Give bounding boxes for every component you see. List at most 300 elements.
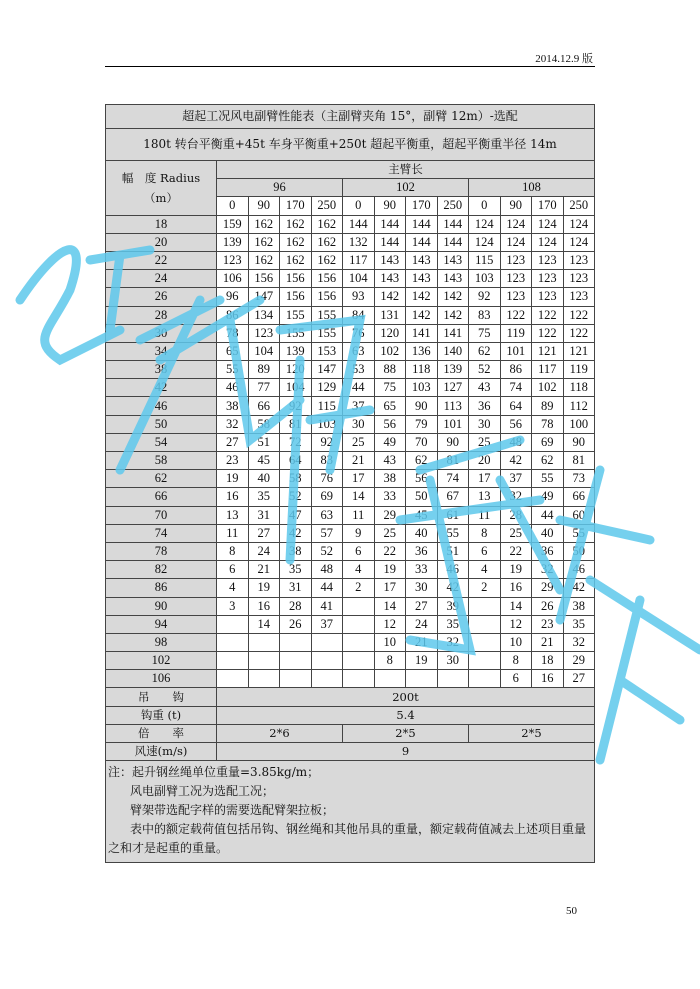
load-cell: 6 (343, 542, 375, 560)
load-cell: 103 (406, 379, 438, 397)
load-cell: 106 (217, 270, 249, 288)
load-cell: 66 (563, 488, 595, 506)
note: 臂架带选配字样的需要选配臂架拉板； (130, 803, 335, 818)
load-cell: 81 (437, 452, 469, 470)
load-cell (280, 670, 312, 688)
load-cell: 20 (469, 452, 501, 470)
load-cell: 14 (500, 597, 532, 615)
load-cell: 31 (248, 506, 280, 524)
load-cell: 58 (280, 470, 312, 488)
load-cell: 89 (248, 361, 280, 379)
load-cell: 32 (532, 561, 564, 579)
load-cell: 81 (280, 415, 312, 433)
load-cell: 31 (280, 579, 312, 597)
load-cell: 142 (406, 288, 438, 306)
load-cell: 65 (374, 397, 406, 415)
load-cell: 90 (437, 433, 469, 451)
load-cell: 144 (406, 215, 438, 233)
load-cell: 121 (532, 342, 564, 360)
boom-length-108: 108 (469, 179, 595, 197)
radius-cell: 70 (106, 506, 217, 524)
load-cell: 55 (563, 524, 595, 542)
load-cell: 143 (406, 270, 438, 288)
load-cell: 18 (532, 652, 564, 670)
load-cell: 65 (217, 342, 249, 360)
reeving-value: 2*5 (469, 724, 595, 742)
table-row (106, 470, 595, 488)
load-cell: 58 (248, 415, 280, 433)
table-row (106, 561, 595, 579)
radius-cell: 38 (106, 361, 217, 379)
load-cell: 155 (280, 306, 312, 324)
load-cell: 32 (217, 415, 249, 433)
load-cell: 103 (469, 270, 501, 288)
reeving-value: 2*6 (217, 724, 343, 742)
load-cell: 79 (406, 415, 438, 433)
load-cell: 93 (343, 288, 375, 306)
radius-cell: 86 (106, 579, 217, 597)
table-row (106, 251, 595, 269)
load-cell: 147 (248, 288, 280, 306)
load-cell: 123 (248, 324, 280, 342)
header-row-boom (106, 161, 595, 179)
load-cell: 155 (311, 306, 343, 324)
table-row (106, 652, 595, 670)
load-cell (280, 633, 312, 651)
load-cell: 21 (343, 452, 375, 470)
load-cell: 8 (374, 652, 406, 670)
load-cell (311, 670, 343, 688)
load-cell: 140 (437, 342, 469, 360)
load-cell: 36 (406, 542, 438, 560)
load-cell: 64 (500, 397, 532, 415)
load-cell: 42 (563, 579, 595, 597)
load-cell: 142 (437, 288, 469, 306)
boom-length-header: 主臂长 (217, 161, 595, 179)
load-cell: 84 (343, 306, 375, 324)
table-row (106, 433, 595, 451)
load-cell: 39 (437, 597, 469, 615)
load-cell: 62 (406, 452, 438, 470)
load-cell: 23 (217, 452, 249, 470)
table-row (106, 233, 595, 251)
load-cell: 69 (532, 433, 564, 451)
radius-cell: 34 (106, 342, 217, 360)
load-cell: 55 (532, 470, 564, 488)
load-cell: 162 (248, 233, 280, 251)
hook-row (106, 688, 595, 706)
load-cell: 21 (248, 561, 280, 579)
table-row (106, 524, 595, 542)
load-cell: 89 (532, 397, 564, 415)
load-cell: 112 (563, 397, 595, 415)
load-cell: 64 (280, 452, 312, 470)
load-cell: 37 (311, 615, 343, 633)
load-cell (374, 670, 406, 688)
load-cell: 153 (311, 342, 343, 360)
load-cell (343, 615, 375, 633)
table-row (106, 615, 595, 633)
load-cell: 9 (343, 524, 375, 542)
table-subtitle: 180t 转台平衡重+45t 车身平衡重+250t 超起平衡重，超起平衡重半径 14m (106, 129, 595, 161)
load-cell: 124 (469, 233, 501, 251)
load-cell: 115 (311, 397, 343, 415)
load-cell: 2 (343, 579, 375, 597)
load-cell: 22 (500, 542, 532, 560)
load-cell: 8 (217, 542, 249, 560)
load-cell: 26 (532, 597, 564, 615)
wind-speed-value: 9 (217, 743, 595, 761)
table-row (106, 415, 595, 433)
load-cell: 72 (280, 433, 312, 451)
load-cell (311, 633, 343, 651)
load-cell: 10 (374, 633, 406, 651)
hook-weight-label: 钩重 (t) (106, 706, 217, 724)
load-cell: 23 (532, 615, 564, 633)
load-cell: 17 (374, 579, 406, 597)
load-cell: 38 (280, 542, 312, 560)
load-cell: 162 (280, 233, 312, 251)
load-cell: 76 (343, 324, 375, 342)
load-cell: 156 (311, 270, 343, 288)
load-cell: 11 (343, 506, 375, 524)
load-cell: 124 (500, 215, 532, 233)
load-cell: 21 (406, 633, 438, 651)
load-cell (311, 652, 343, 670)
load-cell: 62 (469, 342, 501, 360)
reeving-value: 2*5 (343, 724, 469, 742)
load-cell: 44 (343, 379, 375, 397)
radius-cell: 20 (106, 233, 217, 251)
radius-cell: 94 (106, 615, 217, 633)
load-cell: 57 (311, 524, 343, 542)
radius-cell: 30 (106, 324, 217, 342)
load-cell: 43 (469, 379, 501, 397)
boom-length-96: 96 (217, 179, 343, 197)
load-cell: 127 (437, 379, 469, 397)
load-cell: 142 (406, 306, 438, 324)
load-cell: 32 (500, 488, 532, 506)
load-cell: 52 (311, 542, 343, 560)
reeving-label: 倍 率 (106, 724, 217, 742)
load-cell: 19 (500, 561, 532, 579)
load-cell: 6 (500, 670, 532, 688)
table-row (106, 270, 595, 288)
hook-label: 吊 钩 (106, 688, 217, 706)
load-cell: 21 (532, 633, 564, 651)
load-cell: 19 (217, 470, 249, 488)
load-cell: 47 (280, 506, 312, 524)
load-cell: 117 (343, 251, 375, 269)
table-row (106, 506, 595, 524)
load-cell: 24 (248, 542, 280, 560)
load-cell: 162 (311, 215, 343, 233)
load-cell: 100 (563, 415, 595, 433)
load-cell: 56 (500, 415, 532, 433)
load-cell: 16 (532, 670, 564, 688)
load-cell: 4 (343, 561, 375, 579)
load-cell: 101 (437, 415, 469, 433)
load-cell: 14 (343, 488, 375, 506)
notes (106, 761, 595, 863)
table-row (106, 397, 595, 415)
note: 风电副臂工况为选配工况； (130, 784, 275, 799)
load-cell: 124 (532, 233, 564, 251)
edition-date: 2014.12.9 版 (535, 53, 593, 65)
note: 注：起升钢丝绳单位重量=3.85kg/m； (108, 765, 320, 780)
wind-speed-row (106, 743, 595, 761)
radius-cell: 18 (106, 215, 217, 233)
load-cell: 11 (217, 524, 249, 542)
load-cell: 30 (469, 415, 501, 433)
load-cell: 122 (563, 306, 595, 324)
load-cell: 70 (406, 433, 438, 451)
load-cell: 120 (280, 361, 312, 379)
counterweight-header: 0 (217, 197, 249, 215)
load-cell: 6 (217, 561, 249, 579)
load-cell: 139 (280, 342, 312, 360)
load-cell: 10 (500, 633, 532, 651)
boom-length-102: 102 (343, 179, 469, 197)
load-cell (248, 670, 280, 688)
load-cell: 90 (406, 397, 438, 415)
hook-value: 200t (217, 688, 595, 706)
load-cell: 40 (406, 524, 438, 542)
load-cell: 62 (532, 452, 564, 470)
load-cell (469, 633, 501, 651)
counterweight-header: 90 (500, 197, 532, 215)
load-cell: 56 (374, 415, 406, 433)
load-cell: 124 (532, 215, 564, 233)
load-cell: 162 (248, 251, 280, 269)
load-cell: 24 (406, 615, 438, 633)
load-cell: 155 (311, 324, 343, 342)
load-cell: 139 (437, 361, 469, 379)
load-cell: 30 (437, 652, 469, 670)
load-cell: 52 (469, 361, 501, 379)
load-cell: 28 (280, 597, 312, 615)
load-cell: 27 (248, 524, 280, 542)
load-cell: 12 (374, 615, 406, 633)
table-row (106, 670, 595, 688)
load-cell: 32 (563, 633, 595, 651)
counterweight-header: 0 (343, 197, 375, 215)
load-cell: 104 (248, 342, 280, 360)
load-cell: 113 (437, 397, 469, 415)
load-cell: 66 (248, 397, 280, 415)
load-cell: 124 (563, 233, 595, 251)
load-cell (343, 670, 375, 688)
radius-cell: 78 (106, 542, 217, 560)
load-cell: 45 (406, 506, 438, 524)
radius-cell: 46 (106, 397, 217, 415)
load-cell: 46 (563, 561, 595, 579)
load-cell: 78 (217, 324, 249, 342)
load-cell: 29 (532, 579, 564, 597)
load-cell: 44 (532, 506, 564, 524)
load-cell: 139 (217, 233, 249, 251)
load-cell: 156 (311, 288, 343, 306)
load-cell: 45 (248, 452, 280, 470)
load-cell: 132 (343, 233, 375, 251)
header-rule (105, 66, 595, 67)
load-cell (343, 597, 375, 615)
load-cell: 38 (374, 470, 406, 488)
counterweight-header: 170 (532, 197, 564, 215)
load-cell: 44 (311, 579, 343, 597)
load-cell: 162 (248, 215, 280, 233)
note: 表中的额定载荷值包括吊钩、钢丝绳和其他吊具的重量，额定载荷值减去上述项目重量之和才是起重的重量。 (108, 822, 587, 856)
load-cell: 40 (532, 524, 564, 542)
load-cell: 16 (248, 597, 280, 615)
load-cell: 131 (374, 306, 406, 324)
load-cell: 35 (280, 561, 312, 579)
load-cell: 29 (374, 506, 406, 524)
load-cell (469, 670, 501, 688)
load-cell: 119 (563, 361, 595, 379)
load-cell: 142 (437, 306, 469, 324)
notes-row (106, 761, 595, 863)
counterweight-header: 90 (248, 197, 280, 215)
load-cell: 49 (532, 488, 564, 506)
table-row (106, 452, 595, 470)
load-cell (217, 670, 249, 688)
counterweight-header: 250 (437, 197, 469, 215)
load-cell: 12 (500, 615, 532, 633)
load-cell: 119 (500, 324, 532, 342)
load-cell: 92 (311, 433, 343, 451)
load-cell: 101 (500, 342, 532, 360)
load-cell (217, 633, 249, 651)
load-cell (469, 652, 501, 670)
load-cell: 17 (343, 470, 375, 488)
table-title-row (106, 105, 595, 129)
load-cell: 17 (469, 470, 501, 488)
load-cell: 26 (280, 615, 312, 633)
load-cell (248, 652, 280, 670)
load-cell: 143 (374, 270, 406, 288)
load-cell: 162 (280, 215, 312, 233)
load-cell: 28 (500, 506, 532, 524)
load-cell: 30 (406, 579, 438, 597)
radius-cell: 90 (106, 597, 217, 615)
load-cell: 117 (532, 361, 564, 379)
load-cell: 50 (563, 542, 595, 560)
table-row (106, 597, 595, 615)
load-cell: 27 (563, 670, 595, 688)
load-cell: 63 (343, 342, 375, 360)
load-cell: 123 (563, 288, 595, 306)
table-row (106, 215, 595, 233)
load-cell: 69 (311, 488, 343, 506)
load-cell: 120 (374, 324, 406, 342)
table-row (106, 288, 595, 306)
load-cell: 123 (532, 288, 564, 306)
load-cell: 67 (437, 488, 469, 506)
load-cell: 77 (248, 379, 280, 397)
load-cell: 88 (374, 361, 406, 379)
load-cell: 22 (374, 542, 406, 560)
page-number: 50 (566, 905, 577, 917)
load-cell: 143 (437, 270, 469, 288)
load-cell: 32 (437, 633, 469, 651)
radius-cell: 54 (106, 433, 217, 451)
load-cell: 122 (563, 324, 595, 342)
load-cell: 8 (469, 524, 501, 542)
load-cell: 123 (532, 270, 564, 288)
load-cell: 56 (406, 470, 438, 488)
radius-cell: 24 (106, 270, 217, 288)
load-cell: 102 (532, 379, 564, 397)
counterweight-header: 250 (563, 197, 595, 215)
load-cell: 13 (217, 506, 249, 524)
load-cell: 40 (248, 470, 280, 488)
load-cell (248, 633, 280, 651)
load-cell: 74 (437, 470, 469, 488)
load-cell: 3 (217, 597, 249, 615)
load-cell: 155 (280, 324, 312, 342)
load-cell: 27 (406, 597, 438, 615)
radius-cell: 66 (106, 488, 217, 506)
radius-cell: 62 (106, 470, 217, 488)
load-cell: 29 (563, 652, 595, 670)
load-cell: 4 (469, 561, 501, 579)
load-cell: 156 (280, 270, 312, 288)
load-cell: 38 (217, 397, 249, 415)
load-cell: 73 (563, 470, 595, 488)
table-row (106, 324, 595, 342)
load-cell: 142 (374, 288, 406, 306)
radius-cell: 58 (106, 452, 217, 470)
load-cell: 38 (563, 597, 595, 615)
load-cell: 4 (217, 579, 249, 597)
load-cell: 92 (280, 397, 312, 415)
load-cell: 19 (248, 579, 280, 597)
load-cell: 123 (500, 251, 532, 269)
load-cell: 14 (374, 597, 406, 615)
load-cell (343, 652, 375, 670)
load-cell: 162 (311, 233, 343, 251)
load-cell: 11 (469, 506, 501, 524)
table-title: 超起工况风电副臂性能表（主副臂夹角 15°，副臂 12m）-选配 (106, 105, 595, 129)
load-cell: 63 (311, 506, 343, 524)
load-cell (406, 670, 438, 688)
load-cell: 143 (437, 251, 469, 269)
load-cell: 124 (563, 215, 595, 233)
load-cell: 123 (217, 251, 249, 269)
radius-cell: 42 (106, 379, 217, 397)
load-cell: 55 (217, 361, 249, 379)
load-cell (343, 633, 375, 651)
hook-weight-row (106, 706, 595, 724)
load-cell: 46 (217, 379, 249, 397)
load-cell: 104 (280, 379, 312, 397)
table-row (106, 342, 595, 360)
reeving-row (106, 724, 595, 742)
load-cell: 123 (532, 251, 564, 269)
load-cell: 61 (437, 506, 469, 524)
table-row (106, 306, 595, 324)
table-row (106, 361, 595, 379)
load-cell: 143 (406, 251, 438, 269)
load-cell: 37 (500, 470, 532, 488)
load-cell: 35 (437, 615, 469, 633)
radius-cell: 98 (106, 633, 217, 651)
radius-cell: 74 (106, 524, 217, 542)
load-cell: 122 (500, 306, 532, 324)
load-cell: 35 (563, 615, 595, 633)
load-cell: 83 (311, 452, 343, 470)
